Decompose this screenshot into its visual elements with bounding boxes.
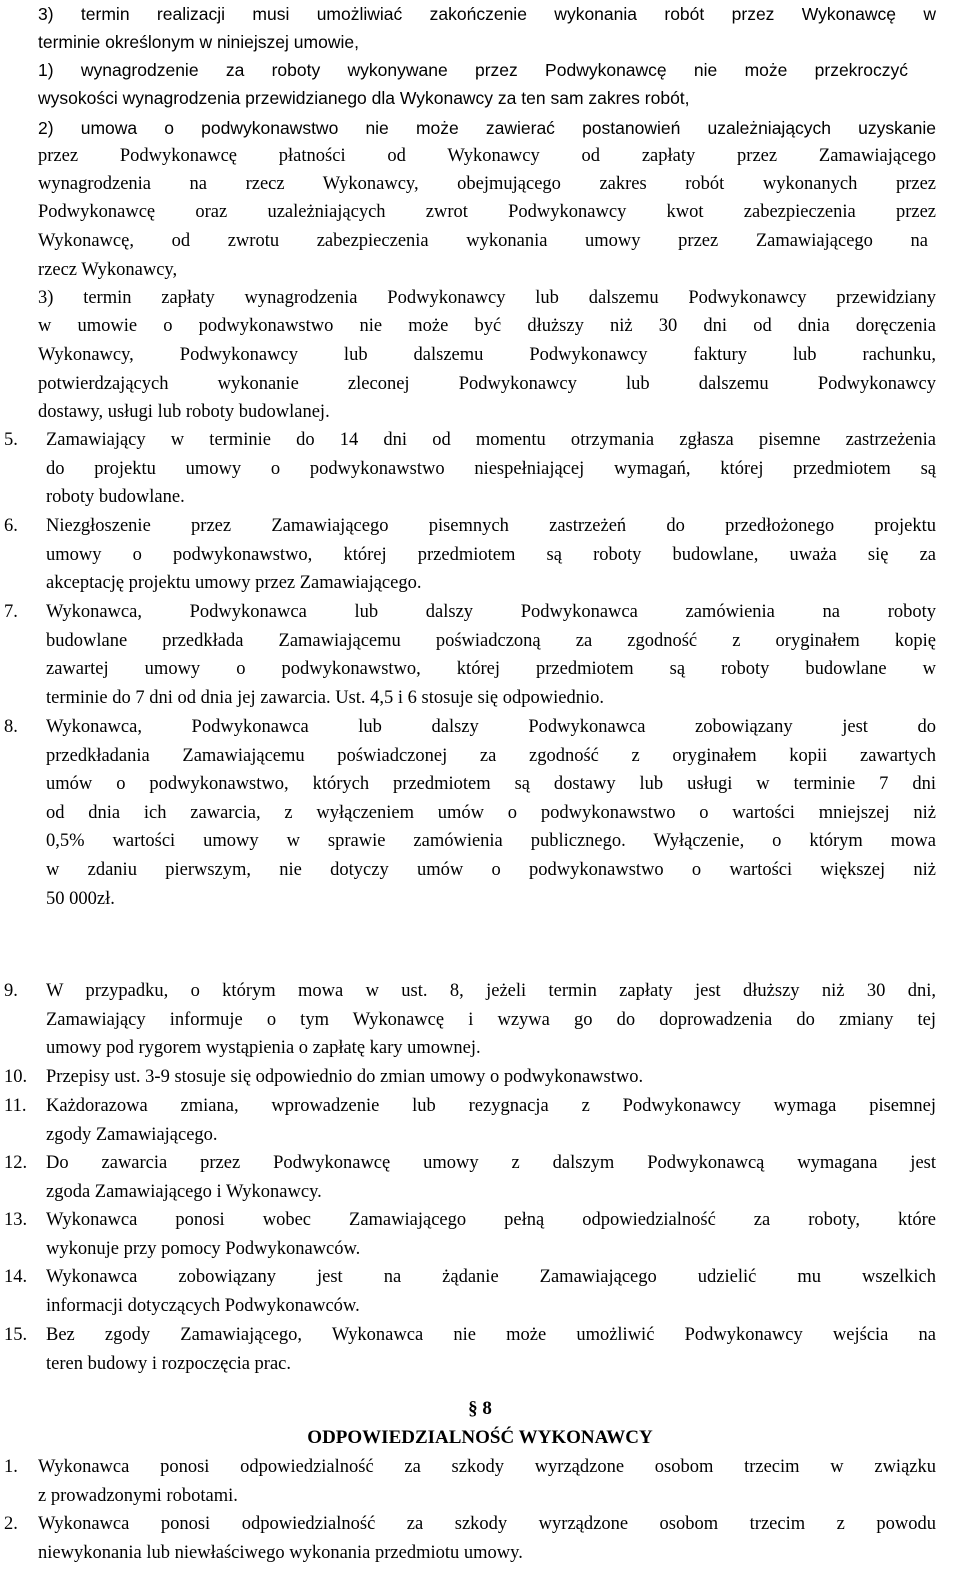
section-title: ODPOWIEDZIALNOŚĆ WYKONAWCY bbox=[307, 1427, 653, 1448]
list-item-number: 12. bbox=[4, 1153, 28, 1173]
list-item-line: Wykonawca, Podwykonawca lub dalszy Podwykonawca zobowiązany jest do bbox=[46, 717, 936, 737]
paragraph-line: dostawy, usługi lub roboty budowlanej. bbox=[38, 402, 330, 422]
list-item-line: od dnia ich zawarcia, z wyłączeniem umów o podwykonawstwo o wartości mniejszej niż bbox=[46, 802, 936, 823]
list-item-line: do projektu umowy o podwykonawstwo niespełniającej wymagań, której przedmiotem są bbox=[46, 458, 936, 479]
list-item-number: 9. bbox=[4, 981, 18, 1001]
list-item-line: terminie do 7 dni od dnia jej zawarcia. Ust. 4,5 i 6 stosuje się odpowiednio. bbox=[46, 687, 604, 708]
list-item-number: 10. bbox=[4, 1067, 28, 1087]
list-item-number: 6. bbox=[4, 516, 18, 536]
list-item-line: W przypadku, o którym mowa w ust. 8, jeżeli termin zapłaty jest dłuższy niż 30 dni, bbox=[46, 981, 936, 1001]
list-item-line: Wykonawca ponosi odpowiedzialność za szkody wyrządzone osobom trzecim w związku bbox=[38, 1457, 936, 1477]
list-item-number: 11. bbox=[4, 1096, 27, 1116]
paragraph-line: terminie określonym w niniejszej umowie, bbox=[38, 32, 359, 52]
paragraph-line: Wykonawcy, Podwykonawcy lub dalszemu Podwykonawcy faktury lub rachunku, bbox=[38, 345, 936, 365]
list-item-line: 50 000zł. bbox=[46, 888, 115, 909]
paragraph-line: przez Podwykonawcę płatności od Wykonawcy od zapłaty przez Zamawiającego bbox=[38, 146, 936, 166]
list-item-number: 1. bbox=[4, 1457, 18, 1477]
paragraph-line: wysokości wynagrodzenia przewidzianego dla Wykonawcy za ten sam zakres robót, bbox=[38, 88, 690, 108]
list-item-line: w zdaniu pierwszym, nie dotyczy umów o podwykonawstwo o wartości większej niż bbox=[46, 860, 936, 880]
section-number: § 8 bbox=[468, 1398, 492, 1419]
list-item-line: akceptację projektu umowy przez Zamawiającego. bbox=[46, 573, 422, 594]
list-item-line: umowy o podwykonawstwo, której przedmiotem są roboty budowlane, uważa się za bbox=[46, 544, 936, 565]
list-item-line: zgoda Zamawiającego i Wykonawcy. bbox=[46, 1181, 322, 1202]
list-item-line: umowy pod rygorem wystąpienia o zapłatę kary umownej. bbox=[46, 1038, 481, 1059]
list-item-line: niewykonania lub niewłaściwego wykonania przedmiotu umowy. bbox=[38, 1542, 523, 1563]
paragraph-line: 3) termin zapłaty wynagrodzenia Podwykonawcy lub dalszemu Podwykonawcy przewidziany bbox=[38, 288, 936, 308]
list-item-number: 2. bbox=[4, 1514, 18, 1534]
list-item-line: wykonuje przy pomocy Podwykonawców. bbox=[46, 1238, 361, 1259]
list-item-line: Niezgłoszenie przez Zamawiającego pisemnych zastrzeżeń do przedłożonego projektu bbox=[46, 516, 936, 536]
list-item-line: zgody Zamawiającego. bbox=[46, 1124, 218, 1145]
list-item-line: Przepisy ust. 3-9 stosuje się odpowiednio do zmian umowy o podwykonawstwo. bbox=[46, 1067, 644, 1087]
list-item-number: 7. bbox=[4, 602, 18, 622]
list-item-line: Każdorazowa zmiana, wprowadzenie lub rezygnacja z Podwykonawcy wymaga pisemnej bbox=[46, 1096, 936, 1116]
list-item-line: Zamawiający informuje o tym Wykonawcę i wzywa go do doprowadzenia do zmiany tej bbox=[46, 1009, 936, 1030]
list-item-line: z prowadzonymi robotami. bbox=[38, 1485, 238, 1506]
list-item-line: roboty budowlane. bbox=[46, 487, 185, 508]
paragraph-line: rzecz Wykonawcy, bbox=[38, 260, 178, 280]
list-item-line: Bez zgody Zamawiającego, Wykonawca nie może umożliwić Podwykonawcy wejścia na bbox=[46, 1325, 936, 1345]
paragraph-line: Wykonawcę, od zwrotu zabezpieczenia wykonania umowy przez Zamawiającego na bbox=[38, 231, 928, 251]
list-item-line: budowlane przedkłada Zamawiającemu poświadczoną za zgodność z oryginałem kopię bbox=[46, 630, 936, 651]
list-item-line: Wykonawca zobowiązany jest na żądanie Zamawiającego udzielić mu wszelkich bbox=[46, 1267, 936, 1287]
list-item-line: umów o podwykonawstwo, których przedmiotem są dostawy lub usługi w terminie 7 dni bbox=[46, 774, 936, 795]
list-item-number: 8. bbox=[4, 717, 18, 737]
paragraph-line: 1) wynagrodzenie za roboty wykonywane przez Podwykonawcę nie może przekroczyć bbox=[38, 60, 908, 80]
list-item-number: 14. bbox=[4, 1267, 28, 1287]
list-item-line: przedkładania Zamawiającemu poświadczonej za zgodność z oryginałem kopii zawartych bbox=[46, 745, 936, 766]
list-item-line: zawartej umowy o podwykonawstwo, której przedmiotem są roboty budowlane w bbox=[46, 659, 936, 680]
list-item-line: Do zawarcia przez Podwykonawcę umowy z dalszym Podwykonawcą wymagana jest bbox=[46, 1153, 936, 1173]
list-item-line: 0,5% wartości umowy w sprawie zamówienia publicznego. Wyłączenie, o którym mowa bbox=[46, 831, 936, 852]
paragraph-line: 3) termin realizacji musi umożliwiać zakończenie wykonania robót przez Wykonawcę w bbox=[38, 4, 936, 24]
list-item-number: 5. bbox=[4, 430, 18, 450]
list-item-line: informacji dotyczących Podwykonawców. bbox=[46, 1295, 360, 1316]
list-item-number: 13. bbox=[4, 1210, 28, 1230]
list-item-line: Wykonawca ponosi wobec Zamawiającego pełną odpowiedzialność za roboty, które bbox=[46, 1210, 936, 1230]
paragraph-line: 2) umowa o podwykonawstwo nie może zawierać postanowień uzależniających uzyskanie bbox=[38, 118, 936, 138]
paragraph-line: wynagrodzenia na rzecz Wykonawcy, obejmującego zakres robót wykonanych przez bbox=[38, 174, 936, 194]
paragraph-line: potwierdzających wykonanie zleconej Podwykonawcy lub dalszemu Podwykonawcy bbox=[38, 374, 936, 394]
list-item-number: 15. bbox=[4, 1325, 28, 1345]
paragraph-line: Podwykonawcę oraz uzależniających zwrot Podwykonawcy kwot zabezpieczenia przez bbox=[38, 202, 936, 222]
list-item-line: teren budowy i rozpoczęcia prac. bbox=[46, 1353, 291, 1374]
list-item-line: Zamawiający w terminie do 14 dni od momentu otrzymania zgłasza pisemne zastrzeżenia bbox=[46, 430, 936, 450]
paragraph-line: w umowie o podwykonawstwo nie może być dłuższy niż 30 dni od dnia doręczenia bbox=[38, 316, 936, 336]
list-item-line: Wykonawca, Podwykonawca lub dalszy Podwykonawca zamówienia na roboty bbox=[46, 602, 936, 622]
list-item-line: Wykonawca ponosi odpowiedzialność za szkody wyrządzone osobom trzecim z powodu bbox=[38, 1514, 936, 1534]
